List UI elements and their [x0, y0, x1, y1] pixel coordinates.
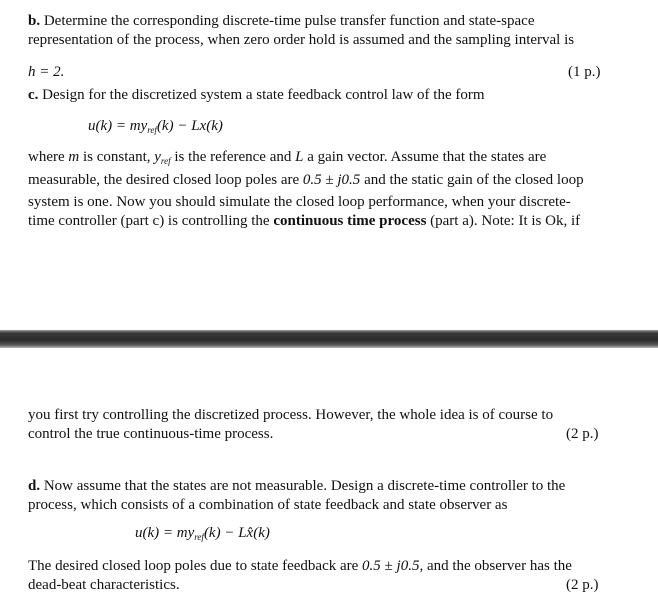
- page-break-divider: [0, 330, 658, 348]
- part-d-line-1: [28, 477, 565, 495]
- part-b-text-1: Determine the corresponding discrete-time pulse transfer function and state-space: [43, 13, 535, 29]
- part-c-text-1: Design for the discretized system a state feedback control law of the form: [42, 87, 485, 103]
- part-c-line-2: [28, 148, 546, 170]
- part-d-line-4: dead-beat characteristics.: [28, 577, 180, 593]
- part-c-line-1: [28, 86, 485, 104]
- part-c-label: c.: [28, 87, 39, 103]
- text-continuous-process: continuous time process: [273, 213, 427, 229]
- part-c-formula: [88, 117, 223, 139]
- text-controller: time controller (part c) is controlling the: [28, 213, 274, 229]
- text-poles-intro: measurable, the desired closed loop poles are: [28, 172, 303, 188]
- poles-d: 0.5 ± j0.5: [362, 558, 420, 574]
- text-gain-vector: a gain vector. Assume that the states are: [303, 149, 547, 165]
- text-poles-d-intro: The desired closed loop poles due to state feedback are: [28, 558, 363, 574]
- formula-d-rhs: (k) − Lx̂(k): [203, 525, 270, 541]
- part-c-line-5: [28, 212, 580, 230]
- poles-c: 0.5 ± j0.5: [302, 172, 361, 188]
- part-d-line-3: [28, 557, 572, 575]
- part-d-line-2: process, which consists of a combination of state feedback and state observer as: [28, 497, 508, 513]
- text-static-gain: and the static gain of the closed loop: [360, 172, 584, 188]
- text-observer: , and the observer has the: [419, 558, 572, 574]
- text-note: (part a). Note: It is Ok, if: [426, 213, 581, 229]
- part-c-line-6: you first try controlling the discretized process. However, the whole idea is of course to: [28, 407, 554, 423]
- symbol-m: m: [68, 149, 80, 165]
- text-is-constant: is constant,: [79, 149, 155, 165]
- symbol-y: y: [154, 149, 161, 165]
- part-b-label: b.: [28, 13, 41, 29]
- part-b-line-1: [28, 12, 535, 30]
- text-reference: is the reference and: [170, 149, 296, 165]
- formula-d-lhs: u(k) = my: [135, 525, 195, 541]
- part-c-line-3: [28, 171, 584, 189]
- part-b-points: (1 p.): [568, 64, 601, 80]
- symbol-L: L: [295, 149, 304, 165]
- formula-c-lhs: u(k) = my: [88, 118, 148, 134]
- part-b-line-2: representation of the process, when zero order hold is assumed and the sampling interval is: [28, 32, 575, 48]
- part-b-h-value: h = 2.: [28, 64, 65, 80]
- formula-d-sub: ref: [194, 532, 204, 542]
- text-where: where: [28, 149, 69, 165]
- part-c-points: (2 p.): [566, 426, 599, 442]
- part-d-label: d.: [28, 478, 41, 494]
- symbol-y-sub: ref: [160, 156, 171, 166]
- part-d-text-1: Now assume that the states are not measurable. Design a discrete-time controller to the: [43, 478, 566, 494]
- part-d-points: (2 p.): [566, 577, 599, 593]
- part-d-formula: [135, 524, 270, 546]
- part-c-line-7: control the true continuous-time process.: [28, 426, 274, 442]
- part-c-line-4: system is one. Now you should simulate the closed loop performance, when your discrete-: [28, 194, 571, 210]
- formula-c-sub: ref: [147, 125, 157, 135]
- formula-c-rhs: (k) − Lx(k): [156, 118, 223, 134]
